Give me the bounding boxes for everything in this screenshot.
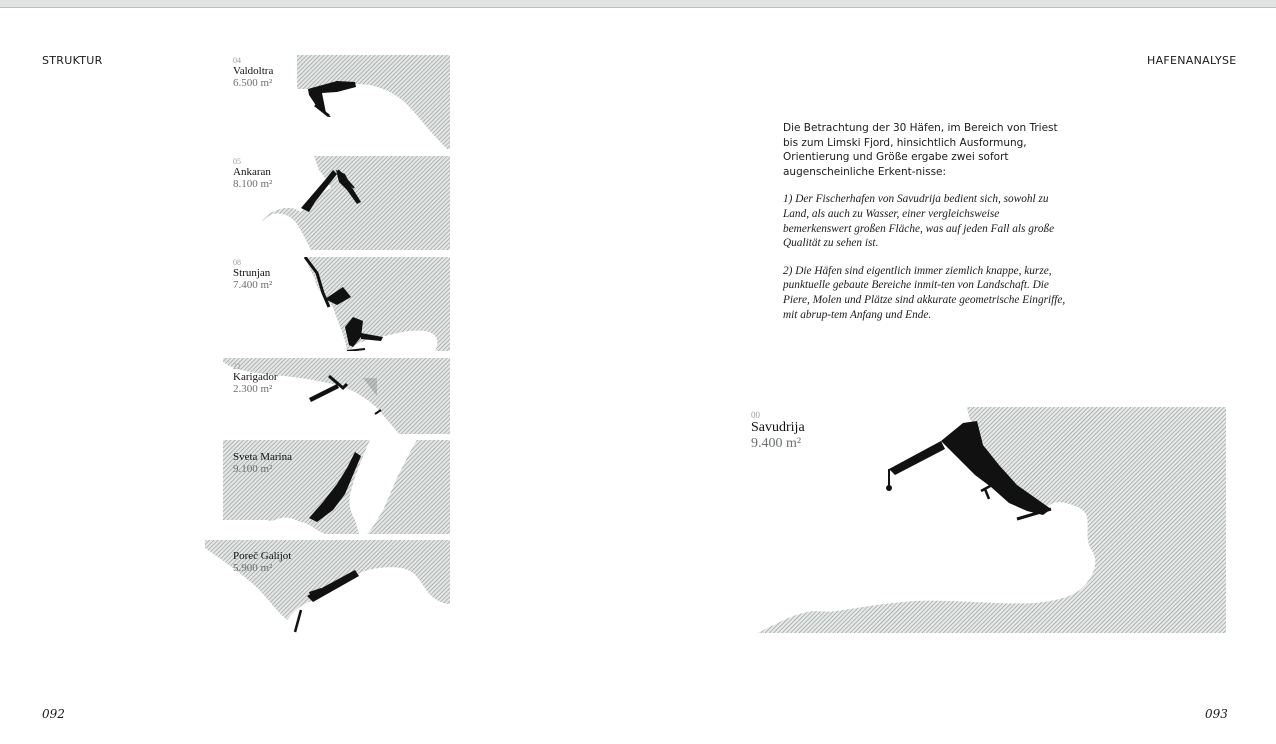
point-two-paragraph: 2) Die Häfen sind eigentlich immer ziemlich knappe, kurze, punktuelle gebaute Bereiche inmit-ten von Landschaft. Die Piere, Molen und Plätze sind akkurate geometrische Eingriffe, mit abrup-tem Anfang und Ende.: [783, 264, 1066, 321]
harbor-area: 9.100 m²: [233, 463, 273, 475]
harbor-map-sveta-marina: [205, 440, 450, 534]
harbor-area: 8.100 m²: [233, 178, 273, 190]
harbor-map-porec-galijot: [205, 540, 450, 634]
harbor-name: Valdoltra: [233, 65, 274, 77]
paragraph-spacer: [783, 251, 1068, 264]
window-top-edge: [0, 0, 1276, 8]
harbor-area: 6.500 m²: [233, 77, 273, 89]
running-head-left: STRUKTUR: [42, 54, 103, 67]
harbor-map-ankaran: [205, 156, 450, 250]
analysis-text: [783, 121, 1068, 322]
harbor-area: 7.400 m²: [233, 279, 273, 291]
running-head-right: HAFENANALYSE: [1147, 54, 1237, 67]
harbor-map-valdoltra: [205, 55, 450, 149]
strunjan-label: 08 Strunjan 7.400 m²: [233, 258, 273, 291]
harbor-name: Strunjan: [233, 267, 271, 279]
harbor-name: Karigador: [233, 371, 278, 383]
page-number-right: 093: [1205, 707, 1228, 721]
page-number-left: 092: [42, 707, 65, 721]
harbor-name: Poreč Galijot: [233, 550, 292, 562]
harbor-map-strunjan: [205, 257, 450, 351]
harbor-name: Ankaran: [233, 166, 271, 178]
featured-harbor-area: 9.400 m²: [751, 436, 802, 451]
intro-paragraph: Die Betrachtung der 30 Häfen, im Bereich von Triest bis zum Limski Fjord, hinsichtlich Ausformung, Orientierung und Größe ergabe zwei sofort augenscheinliche Erkent-nisse:: [783, 122, 1058, 178]
harbor-name: Sveta Marina: [233, 451, 292, 463]
featured-harbor-name: Savudrija: [751, 420, 805, 435]
harbor-map-karigador: [205, 358, 450, 434]
harbor-area: 2.300 m²: [233, 383, 273, 395]
point-one-paragraph: 1) Der Fischerhafen von Savudrija bedient sich, sowohl zu Land, als auch zu Wasser, einer vergleichsweise bemerkenswert großen Fläche, was auf jeden Fall als große Qualität zu sehen ist.: [783, 193, 1055, 250]
savudrija-label: 00 Savudrija 9.400 m²: [751, 410, 805, 451]
harbor-area: 5.900 m²: [233, 562, 273, 574]
paragraph-spacer: [783, 179, 1068, 192]
sveta-marina-label: [233, 451, 292, 475]
ankaran-label: 05 Ankaran 8.100 m²: [233, 157, 273, 190]
porec-galijot-label: [233, 550, 291, 574]
karigador-label: 21 Karigador 2.300 m²: [233, 362, 278, 395]
valdoltra-label: 04 Valdoltra 6.500 m²: [233, 56, 274, 89]
savudrija-map-figure: [755, 405, 1227, 635]
